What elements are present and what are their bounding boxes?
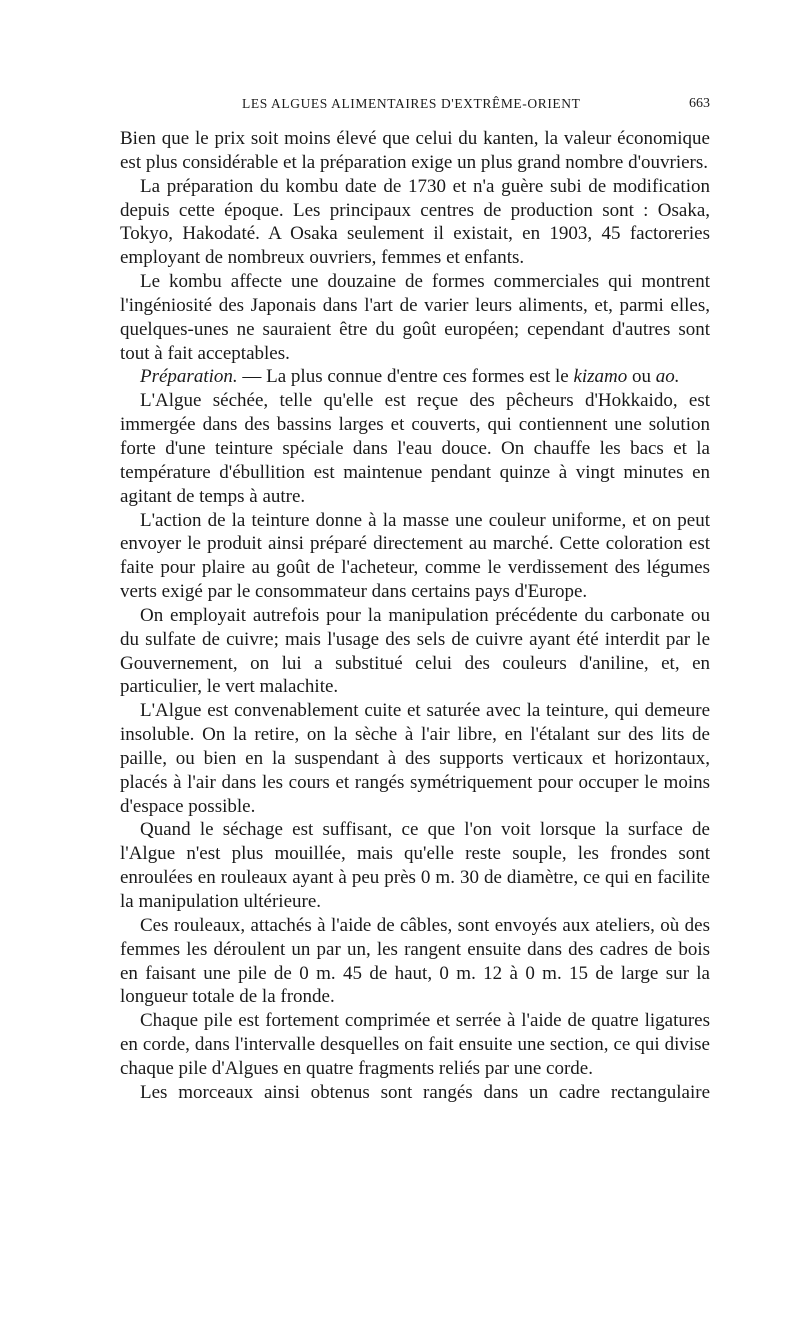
paragraph-6: L'action de la teinture donne à la masse une couleur uniforme, et on peut envoyer le produit ainsi préparé directement au marché. Cette coloration est faite pour plaire au goût de l'acheteur, comme le verdissement des légumes verts exigé par le consommateur dans certains pays d'Europe. [120,509,710,603]
running-header [120,96,710,118]
paragraph-preparation-text: — La plus connue d'entre ces formes est le [237,366,574,388]
page-number: 663 [689,96,710,111]
paragraph-2: La préparation du kombu date de 1730 et n'a guère subi de modification depuis cette époque. Les principaux centres de production sont : Osaka, Tokyo, Hakodaté. A Osaka seulement il existait, en 1903, 45 factoreries employant de nombreux ouvriers, femmes et enfants. [120,175,710,269]
paragraph-7: On employait autrefois pour la manipulation précédente du carbonate ou du sulfate de cuivre; mais l'usage des sels de cuivre ayant été interdit par le Gouvernement, on lui a substitué celui des couleurs d'aniline, et, en particulier, le vert malachite. [120,604,710,698]
body-text [120,127,710,1105]
section-heading-preparation: Préparation. [140,366,238,388]
paragraph-12: Les morceaux ainsi obtenus sont rangés dans un cadre rectangulaire [140,1081,710,1103]
term-kizamo: kizamo [573,366,628,388]
paragraph-10: Ces rouleaux, attachés à l'aide de câbles, sont envoyés aux ateliers, où des femmes les déroulent un par un, les rangent ensuite dans des cadres de bois en faisant une pile de 0 m. 45 de haut, 0 m. 12 à 0 m. 15 de large sur la longueur totale de la fronde. [120,914,710,1008]
paragraph-3: Le kombu affecte une douzaine de formes commerciales qui montrent l'ingéniosité des Japonais dans l'art de varier leurs aliments, et, parmi elles, quelques-unes ne sauraient être du goût européen; cependant d'autres sont tout à fait acceptables. [120,271,710,364]
paragraph-11: Chaque pile est fortement comprimée et serrée à l'aide de quatre ligatures en corde, dans l'intervalle desquelles on fait ensuite une section, ce qui divise chaque pile d'Algues en quatre fragments reliés par une corde. [120,1010,710,1079]
running-title: LES ALGUES ALIMENTAIRES D'EXTRÊME-ORIENT [242,96,581,111]
paragraph-5: L'Algue séchée, telle qu'elle est reçue des pêcheurs d'Hokkaido, est immergée dans des bassins larges et couverts, qui contiennent une solution forte d'une teinture spéciale dans l'eau douce. On chauffe les bacs et la température d'ébullition est maintenue pendant quinze à vingt minutes en agitant de temps à autre. [120,390,710,507]
paragraph-8: L'Algue est convenablement cuite et saturée avec la teinture, qui demeure insoluble. On la retire, on la sèche à l'air libre, en l'étalant sur des lits de paille, ou bien en la suspendant à des supports verticaux et horizontaux, placés à l'air dans les cours et rangés symétriquement pour occuper le moins d'espace possible. [120,700,710,817]
term-ao: ao. [655,366,680,388]
paragraph-1: Bien que le prix soit moins élevé que celui du kanten, la valeur économique est plus considérable et la préparation exige un plus grand nombre d'ouvriers. [120,128,710,173]
paragraph-preparation-or: ou [627,366,656,388]
paragraph-preparation [120,365,710,389]
paragraph-9: Quand le séchage est suffisant, ce que l'on voit lorsque la surface de l'Algue n'est plus mouillée, mais qu'elle reste souple, les frondes sont enroulées en rouleaux ayant à peu près 0 m. 30 de diamètre, ce qui en facilite la manipulation ultérieure. [120,819,710,912]
